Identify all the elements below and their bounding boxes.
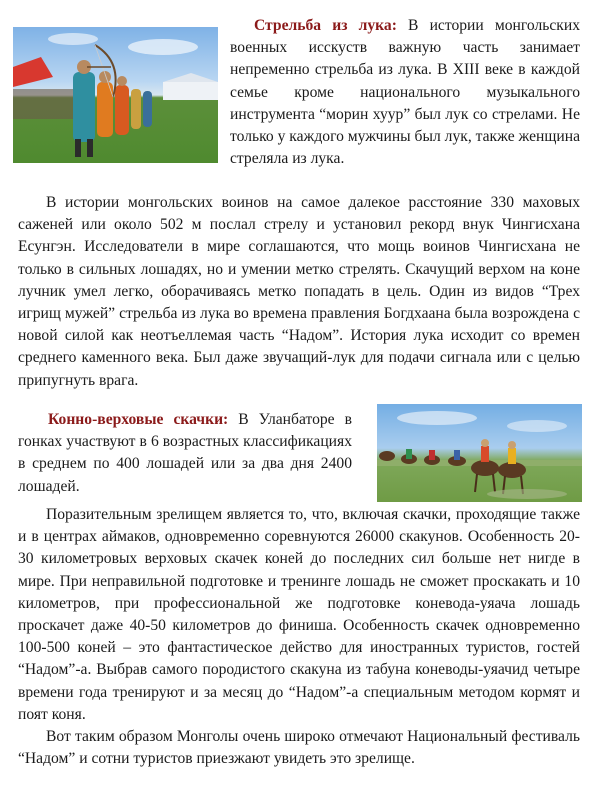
archery-intro-paragraph: [230, 15, 580, 170]
archery-photo: [13, 27, 218, 163]
racing-body: [18, 504, 580, 770]
archery-body-paragraph: В истории монгольских воинов на самое далекое расстояние 330 маховых саженей или около 502 м послал стрелу и установил рекорд внук Чингисхана Есунгэн. Исследователи в мире соглашаются, что мощь воинов Чингисхана не только в сильных лошадях, но и умении метко стрелять. Скачущий верхом на коне лучник умел легко, оборачиваясь метко попадать в цель. Один из видов “Трех игрищ мужей” стрельба из лука во времена правления Богдхаана была возрождена с новой силой как неотъеллемая часть “Надом”. История лука исходит со времен среднего каменного века. Был даже звучащий-лук для подачи сигнала или с целью припугнуть врага.: [18, 194, 580, 389]
archery-body: [18, 192, 580, 392]
racing-heading: Конно-верховые скачки:: [48, 411, 229, 428]
closing-paragraph: Вот таким образом Монголы очень широко отмечают Национальный фестиваль “Надом” и сотни туристов приезжают увидеть это зрелище.: [18, 728, 580, 768]
archery-heading: Стрельба из лука:: [254, 17, 397, 34]
horse-racing-photo: [377, 404, 582, 502]
racing-intro-paragraph: [18, 409, 352, 498]
horse-racing-photo-illustration: [377, 404, 582, 502]
archery-photo-illustration: [13, 27, 218, 163]
racing-intro: [18, 409, 352, 498]
racing-body-paragraph: Поразительным зрелищем является то, что, включая скачки, проходящие также и в центрах аймаков, одновременно соревнуются 26000 скакунов. Особенность 20-30 километровых верховых скачек коней до последних сил больше нет нигде в мире. При неправильной подготовке и тренинге лошадь не сможет проскакать и 10 километров, при профессиональной же подготовке коневода-уяача лошадь проскачет даже 40-50 километров до финиша. Особенность скачек одновременно 100-500 коней – это фантастическое действо для иностранных туристов, гостей “Надом”-а. Выбрав самого породистого скакуна из табуна коневоды-уяачид четыре времени года тренируют и за месяц до “Надом”-а специальным методом кормят и поят коня.: [18, 506, 580, 723]
racing-intro-text: В Уланбаторе в гонках участвуют в 6 возрастных классификациях в среднем по 400 лошадей или за два дня 2400 лошадей.: [18, 411, 352, 495]
archery-intro-text: В истории монгольских военных исскуств важную часть занимает непременно стрельба из лука. В XIII веке в каждой семье кроме национального музыкального инструмента “морин хуур” был лук со стрелами. Не только у каждого мужчины был лук, также женщина стреляла из лука.: [230, 17, 580, 168]
archery-intro: [230, 15, 580, 170]
